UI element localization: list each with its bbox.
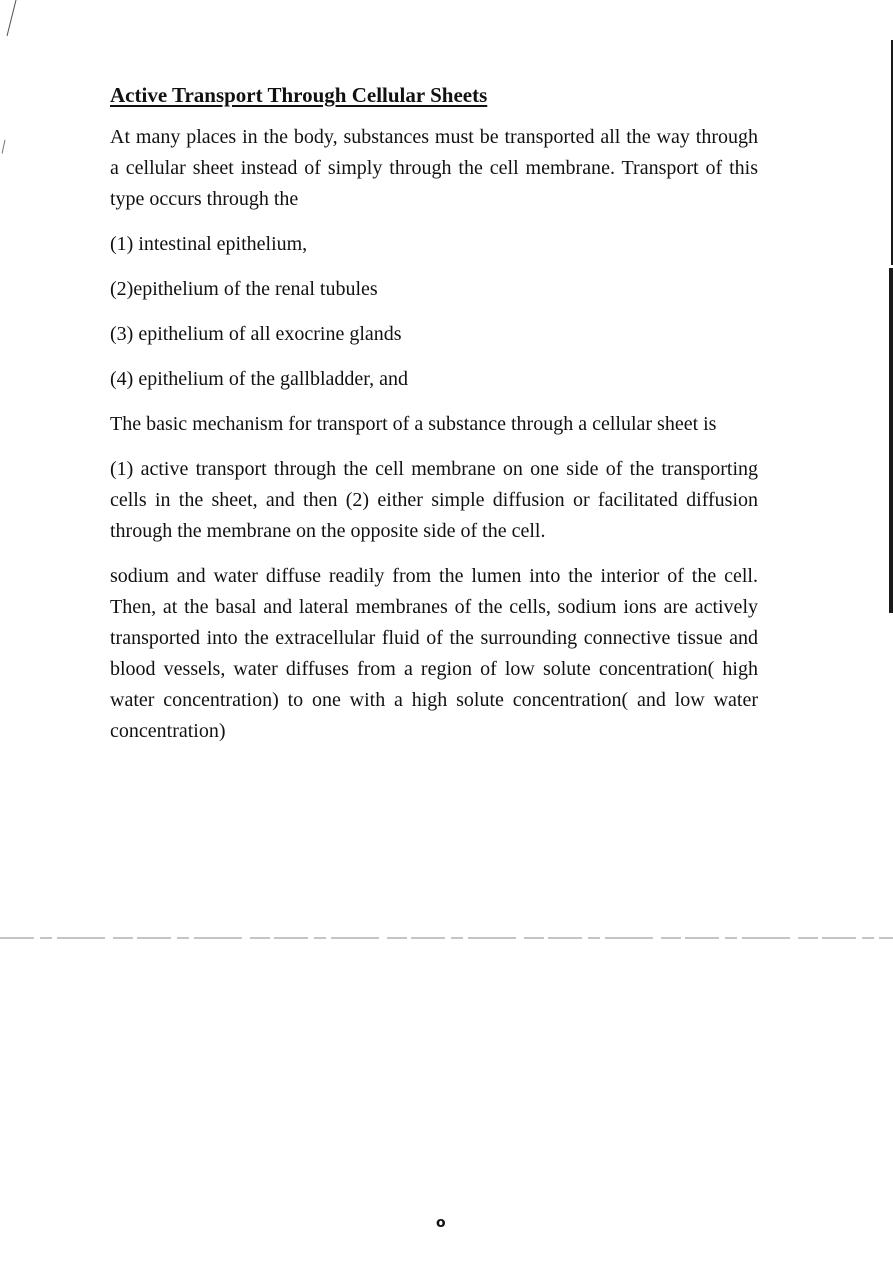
document-body <box>110 80 758 761</box>
section-title: Active Transport Through Cellular Sheets <box>110 83 488 107</box>
scan-corner-mark <box>4 0 18 40</box>
scan-fold-line <box>0 936 893 940</box>
list-item: (2)epithelium of the renal tubules <box>110 278 378 300</box>
list-item: (3) epithelium of all exocrine glands <box>110 323 402 345</box>
intro-paragraph: At many places in the body, substances must be transported all the way through a cellular sheet instead of simply through the cell membrane. Transport of this type occurs through the <box>110 126 758 210</box>
list-item: (4) epithelium of the gallbladder, and <box>110 368 408 390</box>
list-item: (1) intestinal epithelium, <box>110 233 308 255</box>
page-number: o <box>436 1215 446 1231</box>
scan-margin-mark <box>2 140 9 155</box>
scan-edge-shadow-lower <box>889 268 893 613</box>
mechanism-detail-paragraph: (1) active transport through the cell membrane on one side of the transporting cells in the sheet, and then (2) either simple diffusion or facilitated diffusion through the membrane on the opposite side of the cell. <box>110 458 758 542</box>
location-list <box>110 229 758 395</box>
mechanism-intro-paragraph: The basic mechanism for transport of a substance through a cellular sheet is <box>110 413 717 435</box>
sodium-water-paragraph: sodium and water diffuse readily from the lumen into the interior of the cell. Then, at the basal and lateral membranes of the cells, sodium ions are actively transported into the extracellular fluid of the surrounding connective tissue and blood vessels, water diffuses from a region of low solute concentration( high water concentration) to one with a high solute concentration( and low water concentration) <box>110 565 758 742</box>
